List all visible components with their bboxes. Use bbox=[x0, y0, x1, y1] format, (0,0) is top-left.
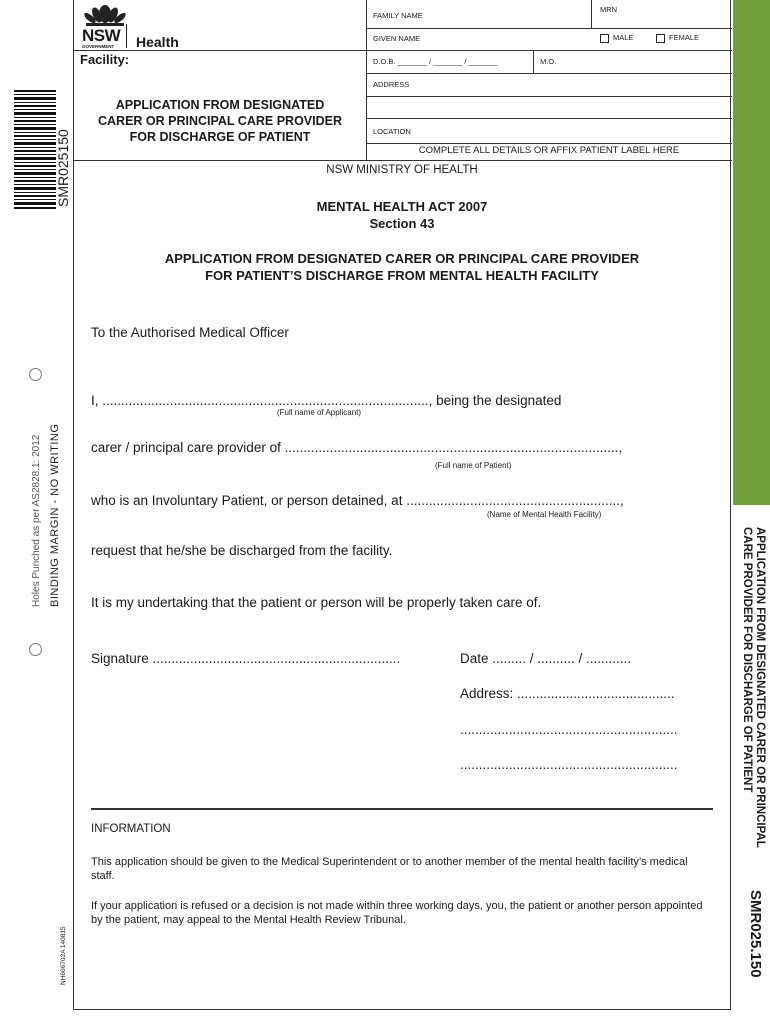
mo-label: M.O. bbox=[540, 57, 557, 66]
punch-hole-bottom bbox=[29, 643, 42, 656]
undertaking-text: It is my undertaking that the patient or person will be properly taken care of. bbox=[91, 595, 542, 610]
signature-field[interactable]: Signature .................................................................. bbox=[91, 651, 401, 666]
facility-line[interactable]: who is an Involuntary Patient, or person detained, at ........................................................., bbox=[91, 493, 624, 508]
ministry-heading: NSW MINISTRY OF HEALTH bbox=[326, 164, 478, 176]
sidebar-title-line1: APPLICATION FROM DESIGNATED CARER OR PRINCIPAL bbox=[754, 527, 766, 848]
facility-caption: (Name of Mental Health Facility) bbox=[487, 510, 602, 519]
form-title-line2: CARER OR PRINCIPAL CARE PROVIDER bbox=[97, 114, 342, 128]
address-line-2[interactable]: .......................................................... bbox=[460, 722, 678, 737]
nsw-logo bbox=[80, 2, 180, 50]
application-heading bbox=[73, 250, 731, 284]
sidebar-title-line2: CARE PROVIDER FOR DISCHARGE OF PATIENT bbox=[741, 527, 753, 793]
male-checkbox[interactable] bbox=[600, 34, 609, 43]
info-divider bbox=[91, 808, 713, 810]
location-label: LOCATION bbox=[373, 127, 411, 136]
barcode-icon bbox=[14, 90, 56, 210]
act-heading: MENTAL HEALTH ACT 2007 bbox=[316, 199, 488, 214]
sex-male-option[interactable] bbox=[600, 33, 633, 43]
form-title-line1: APPLICATION FROM DESIGNATED bbox=[115, 98, 325, 112]
sidebar-title bbox=[740, 527, 766, 848]
logo-government-text: GOVERNMENT bbox=[82, 44, 115, 49]
applicant-line[interactable]: I, ......................................................................................., being the designated bbox=[91, 393, 562, 408]
punch-hole-top bbox=[29, 368, 42, 381]
applicant-caption: (Full name of Applicant) bbox=[277, 408, 362, 417]
section-heading: Section 43 bbox=[369, 216, 435, 231]
form-code-text: NH606702A 140815 bbox=[60, 926, 67, 985]
addressee-text: To the Authorised Medical Officer bbox=[91, 325, 289, 340]
application-heading-line1: APPLICATION FROM DESIGNATED CARER OR PRINCIPAL CARE PROVIDER bbox=[164, 251, 640, 266]
application-heading-line2: FOR PATIENT’S DISCHARGE FROM MENTAL HEALTH FACILITY bbox=[205, 268, 599, 283]
dob-field[interactable]: D.O.B. _______ / _______ / _______ bbox=[373, 57, 498, 66]
accent-bar bbox=[733, 0, 770, 505]
binding-margin-text: BINDING MARGIN - NO WRITING bbox=[49, 423, 61, 607]
request-text: request that he/she be discharged from the facility. bbox=[91, 543, 393, 558]
mrn-label: MRN bbox=[600, 5, 618, 14]
date-field[interactable]: Date ......... / .......... / ............ bbox=[460, 651, 632, 666]
info-paragraph-1: This application should be given to the Medical Superintendent or to another member of the mental health facility’s medical staff. bbox=[91, 856, 688, 882]
sidebar-code: SMR025.150 bbox=[747, 890, 764, 978]
logo-health-text: Health bbox=[136, 34, 179, 50]
family-name-label: FAMILY NAME bbox=[373, 11, 423, 20]
facility-label: Facility: bbox=[80, 52, 130, 67]
address-label: ADDRESS bbox=[373, 80, 410, 89]
female-label: FEMALE bbox=[669, 33, 700, 42]
female-checkbox[interactable] bbox=[656, 34, 665, 43]
sex-female-option[interactable] bbox=[656, 33, 699, 43]
holes-punched-text: Holes Punched as per AS2828.1: 2012 bbox=[31, 434, 42, 607]
address-line-3[interactable]: .......................................................... bbox=[460, 757, 678, 772]
waratah-icon bbox=[82, 2, 128, 28]
male-label: MALE bbox=[613, 33, 634, 42]
form-title-line3: FOR DISCHARGE OF PATIENT bbox=[129, 130, 311, 144]
barcode-code: SMR025150 bbox=[55, 129, 71, 207]
logo-nsw-text: NSW bbox=[82, 26, 121, 45]
label-note: COMPLETE ALL DETAILS OR AFFIX PATIENT LABEL HERE bbox=[418, 145, 680, 156]
info-heading: INFORMATION bbox=[91, 823, 171, 835]
patient-caption: (Full name of Patient) bbox=[435, 461, 512, 470]
carer-line[interactable]: carer / principal care provider of ........................................................................................., bbox=[91, 440, 623, 455]
address-field[interactable]: Address: .......................................... bbox=[460, 686, 675, 701]
form-title bbox=[76, 97, 364, 145]
info-paragraph-2: If your application is refused or a decision is not made within three working days, you, the patient or another person appointed by the patient, may appeal to the Mental Health Review Tribunal. bbox=[91, 900, 703, 926]
barcode bbox=[14, 90, 56, 210]
given-name-label: GIVEN NAME bbox=[373, 34, 421, 43]
